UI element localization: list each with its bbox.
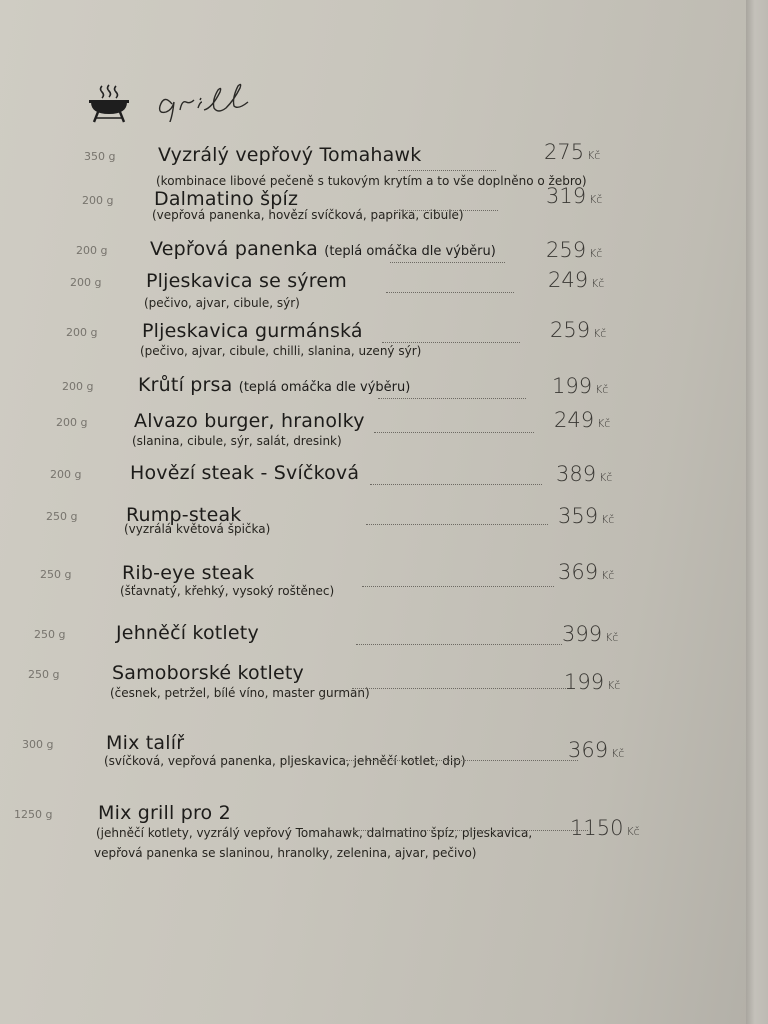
leader-dots <box>338 830 588 831</box>
leader-dots <box>362 586 554 587</box>
item-name <box>150 238 496 260</box>
item-name <box>116 622 259 644</box>
item-price <box>556 462 612 486</box>
price-value: 369 <box>568 738 609 762</box>
item-description: (šťavnatý, křehký, vysoký roštěnec) <box>120 584 335 598</box>
item-weight: 250 g <box>46 510 78 523</box>
menu-item <box>22 732 625 792</box>
menu-item <box>46 502 615 562</box>
item-price <box>562 622 618 646</box>
item-price <box>552 374 608 398</box>
item-weight: 250 g <box>28 668 60 681</box>
item-name-text: Alvazo burger, hranolky <box>134 410 365 432</box>
item-note: (teplá omáčka dle výběru) <box>324 244 496 259</box>
price-currency: Kč <box>589 193 603 206</box>
item-description: (slanina, cibule, sýr, salát, dresink) <box>132 434 342 448</box>
item-description: (pečivo, ajvar, cibule, sýr) <box>144 296 300 310</box>
leader-dots <box>374 432 534 433</box>
item-price <box>558 560 614 584</box>
item-name-text: Pljeskavica se sýrem <box>146 270 347 292</box>
price-currency: Kč <box>626 825 640 838</box>
item-price <box>548 268 604 292</box>
price-currency: Kč <box>587 149 601 162</box>
price-value: 389 <box>556 462 597 486</box>
item-weight: 200 g <box>66 326 98 339</box>
leader-dots <box>352 688 570 689</box>
price-value: 259 <box>546 238 587 262</box>
item-name-text: Mix grill pro 2 <box>98 802 231 824</box>
price-value: 369 <box>558 560 599 584</box>
price-value: 199 <box>564 670 605 694</box>
price-value: 399 <box>562 622 603 646</box>
price-currency: Kč <box>611 747 625 760</box>
price-currency: Kč <box>589 247 603 260</box>
price-currency: Kč <box>595 383 609 396</box>
price-currency: Kč <box>601 513 615 526</box>
item-description: (pečivo, ajvar, cibule, chilli, slanina, uzený sýr) <box>140 344 422 358</box>
item-description: (vyzrálá květová špička) <box>124 522 271 536</box>
price-currency: Kč <box>601 569 615 582</box>
item-name <box>130 462 359 484</box>
item-weight: 200 g <box>50 468 82 481</box>
price-currency: Kč <box>605 631 619 644</box>
item-name-text: Rump-steak <box>126 504 242 526</box>
grill-icon <box>86 84 132 124</box>
item-description: (kombinace libové pečeně s tukovým krytím a to vše doplněno o žebro) <box>156 174 587 188</box>
leader-dots <box>370 484 542 485</box>
item-price <box>570 816 640 840</box>
item-price <box>544 140 600 164</box>
price-currency: Kč <box>597 417 611 430</box>
item-name-text: Hovězí steak - Svíčková <box>130 462 360 484</box>
item-name-text: Vyzrálý vepřový Tomahawk <box>158 144 422 166</box>
item-name <box>146 270 347 292</box>
item-description: (česnek, petržel, bílé víno, master gurman) <box>110 686 370 700</box>
price-value: 1150 <box>570 816 624 840</box>
item-weight: 200 g <box>82 194 114 207</box>
menu-item <box>66 312 626 372</box>
item-name <box>154 188 298 210</box>
leader-dots <box>356 644 562 645</box>
item-name <box>98 802 231 824</box>
price-currency: Kč <box>593 327 607 340</box>
item-price <box>554 408 610 432</box>
item-weight: 300 g <box>22 738 54 751</box>
price-value: 359 <box>558 504 599 528</box>
item-price <box>568 738 624 762</box>
price-value: 249 <box>554 408 595 432</box>
item-weight: 200 g <box>56 416 88 429</box>
item-name-text: Dalmatino špíz <box>154 188 299 210</box>
price-currency: Kč <box>607 679 621 692</box>
item-name-text: Samoborské kotlety <box>112 662 304 684</box>
leader-dots <box>382 342 520 343</box>
price-currency: Kč <box>599 471 613 484</box>
item-weight: 200 g <box>76 244 108 257</box>
price-value: 275 <box>544 140 585 164</box>
item-price <box>558 504 614 528</box>
price-value: 259 <box>550 318 591 342</box>
item-name <box>158 144 421 166</box>
item-price <box>550 318 606 342</box>
item-name-text: Mix talíř <box>106 732 185 754</box>
price-value: 319 <box>546 184 587 208</box>
item-name-text: Rib-eye steak <box>122 562 255 584</box>
leader-dots <box>366 524 548 525</box>
item-description: (jehněčí kotlety, vyzrálý vepřový Tomahawk, dalmatino špíz, pljeskavica, <box>96 826 533 840</box>
item-price <box>546 184 602 208</box>
menu-item <box>14 802 640 862</box>
item-price <box>564 670 620 694</box>
item-weight: 200 g <box>70 276 102 289</box>
item-description: (svíčková, vepřová panenka, pljeskavica, jehněčí kotlet, dip) <box>104 754 466 768</box>
item-name <box>106 732 184 754</box>
item-name-text: Pljeskavica gurmánská <box>142 320 363 342</box>
leader-dots <box>378 398 526 399</box>
item-name <box>122 562 254 584</box>
page-edge <box>746 0 768 1024</box>
section-title-script <box>158 82 318 122</box>
section-header <box>86 80 326 130</box>
item-description: (vepřová panenka, hovězí svíčková, paprika, cibule) <box>152 208 464 222</box>
price-currency: Kč <box>591 277 605 290</box>
item-name-text: Vepřová panenka <box>150 238 319 260</box>
item-name <box>142 320 363 342</box>
menu-item <box>56 402 616 462</box>
leader-dots <box>386 292 514 293</box>
item-name-text: Krůtí prsa <box>138 374 233 396</box>
item-name <box>112 662 304 684</box>
leader-dots <box>346 760 578 761</box>
item-weight: 1250 g <box>14 808 53 821</box>
item-name <box>134 410 365 432</box>
item-name <box>138 374 410 396</box>
item-weight: 350 g <box>84 150 116 163</box>
item-description-line2: vepřová panenka se slaninou, hranolky, zelenina, ajvar, pečivo) <box>94 846 477 860</box>
price-value: 249 <box>548 268 589 292</box>
menu-item <box>40 558 615 618</box>
item-weight: 250 g <box>34 628 66 641</box>
leader-dots <box>394 210 498 211</box>
item-price <box>546 238 602 262</box>
item-name-text: Jehněčí kotlety <box>116 622 259 644</box>
item-weight: 250 g <box>40 568 72 581</box>
item-weight: 200 g <box>62 380 94 393</box>
price-value: 199 <box>552 374 593 398</box>
menu-item <box>28 662 621 722</box>
item-note: (teplá omáčka dle výběru) <box>238 380 411 395</box>
leader-dots <box>398 170 496 171</box>
